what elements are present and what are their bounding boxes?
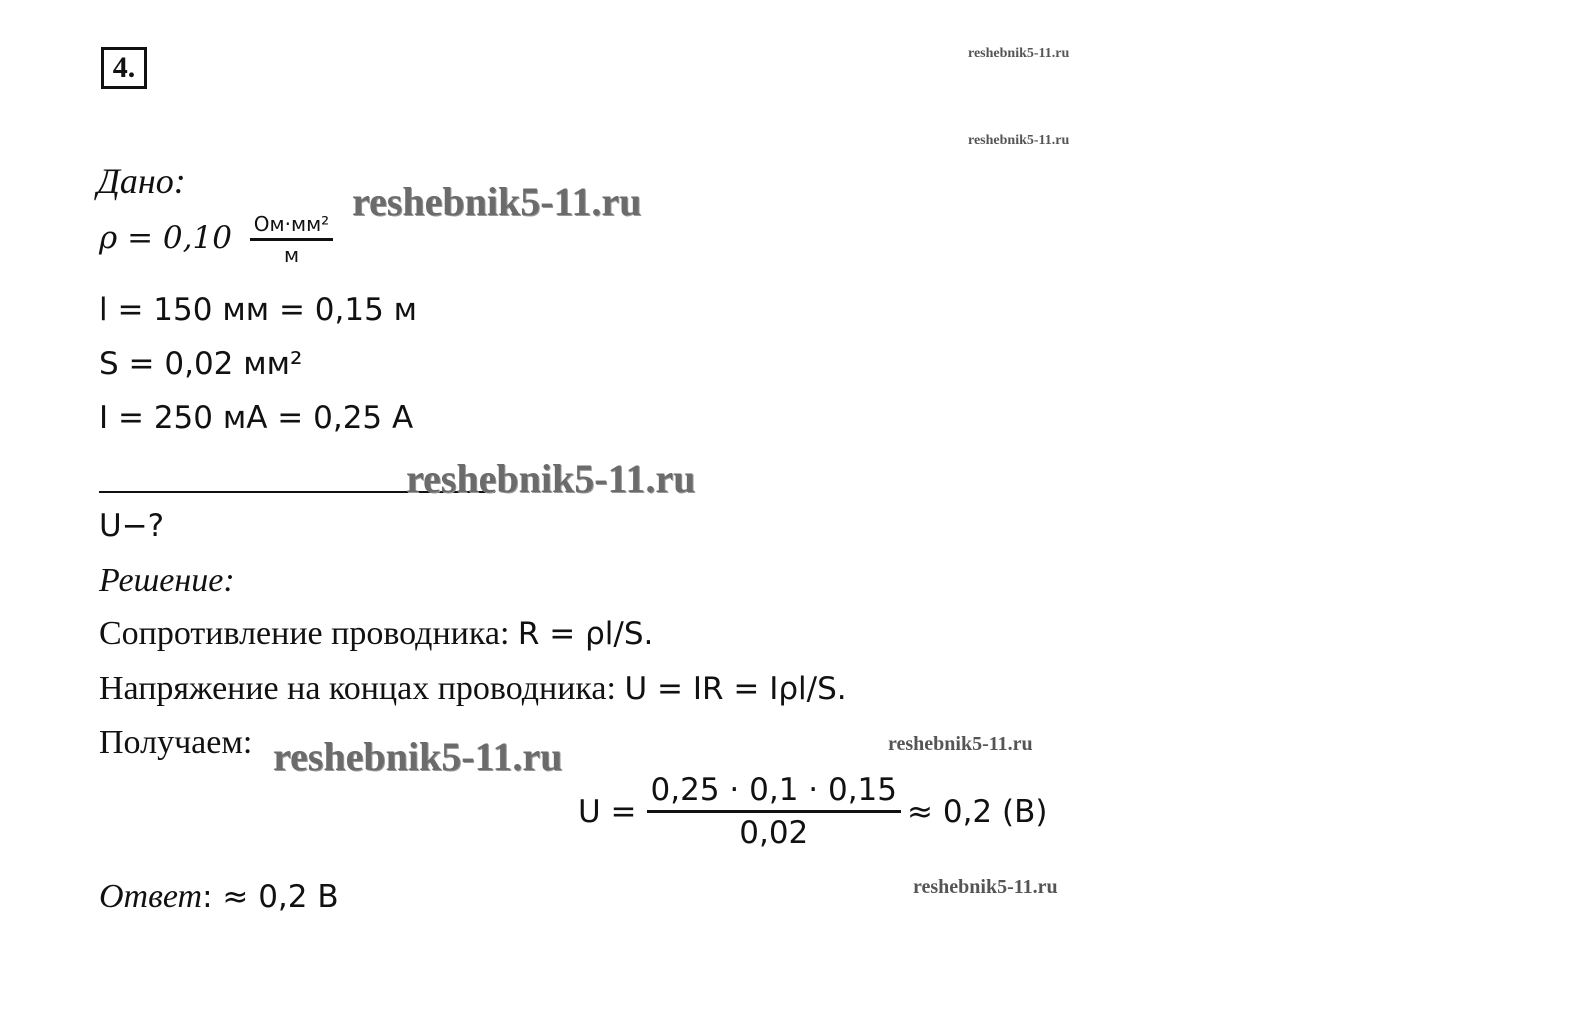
- final-numerator: 0,25 · 0,1 · 0,15: [647, 772, 901, 813]
- rho-lhs: ρ = 0,10: [99, 220, 232, 256]
- watermark: reshebnik5-11.ru: [406, 456, 696, 501]
- watermark: reshebnik5-11.ru: [273, 734, 563, 779]
- watermark: reshebnik5-11.ru: [352, 179, 642, 224]
- given-current: I = 250 мА = 0,25 А: [99, 400, 414, 436]
- solution-heading: Решение:: [99, 562, 235, 599]
- answer-label: Ответ: [99, 878, 203, 915]
- watermark: reshebnik5-11.ru: [968, 46, 1070, 61]
- find-quantity: U−?: [99, 508, 165, 544]
- rho-unit-numerator: Ом·мм²: [250, 212, 333, 241]
- given-rho: [99, 212, 333, 267]
- solution-line-result-label: Получаем:: [99, 724, 253, 761]
- given-length: l = 150 мм = 0,15 м: [99, 292, 418, 328]
- given-area: S = 0,02 мм²: [99, 346, 303, 382]
- final-rhs: ≈ 0,2 (В): [907, 793, 1048, 830]
- voltage-text: Напряжение на концах проводника:: [99, 670, 625, 707]
- answer-value: : ≈ 0,2 В: [202, 879, 339, 915]
- watermark: reshebnik5-11.ru: [913, 876, 1058, 898]
- watermark: reshebnik5-11.ru: [888, 733, 1033, 755]
- given-heading: Дано:: [97, 161, 186, 201]
- rho-unit-denominator: м: [283, 243, 300, 267]
- solution-line-resistance: [99, 615, 653, 653]
- final-formula: [578, 772, 1047, 851]
- watermark: reshebnik5-11.ru: [968, 133, 1070, 148]
- answer-line: [99, 878, 339, 916]
- resistance-text: Сопротивление проводника:: [99, 615, 518, 652]
- voltage-formula: U = IR = Iρl/S.: [624, 671, 847, 707]
- problem-number: 4.: [101, 47, 147, 89]
- resistance-formula: R = ρl/S.: [517, 616, 654, 652]
- final-fraction: [647, 772, 901, 851]
- final-lhs: U =: [578, 793, 637, 830]
- final-denominator: 0,02: [739, 815, 809, 851]
- rho-unit-fraction: [250, 212, 333, 267]
- solution-line-voltage: [99, 670, 847, 708]
